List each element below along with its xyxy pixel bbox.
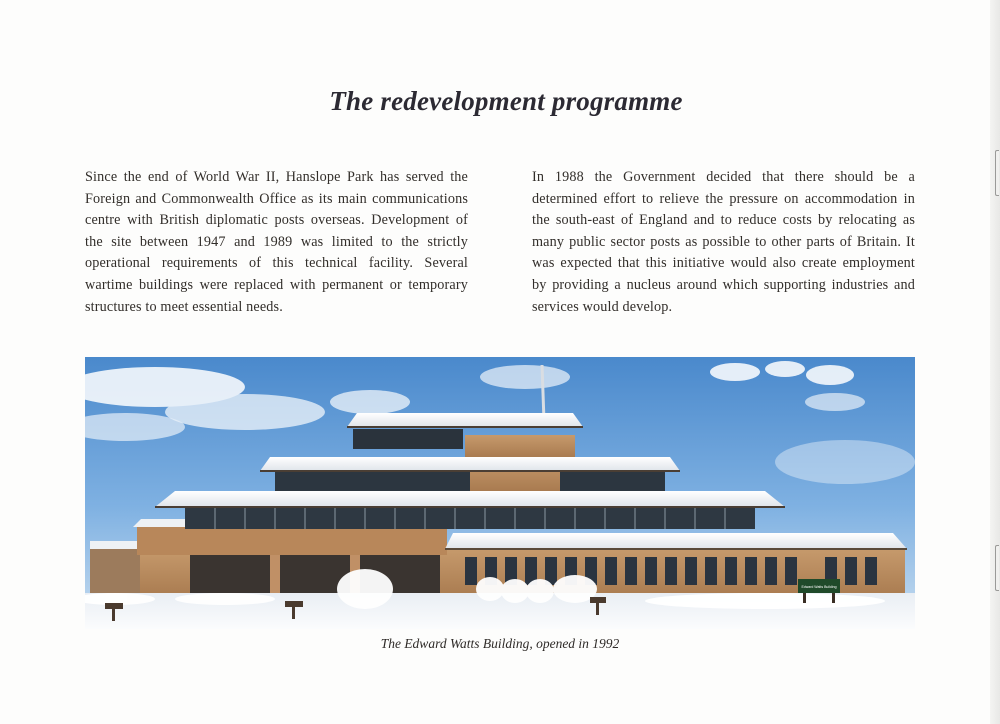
page-title: The redevelopment programme <box>329 86 683 116</box>
paragraph-right: In 1988 the Government decided that there should be a determined effort to relieve the pressure on accommodation in the south-east of England and to reduce costs by relocating as many public sector posts as possible to other parts of Britain. It was expected that this initiative would also create employment by providing a nucleus around which supporting industries and services would develop. <box>532 169 915 315</box>
flagpole <box>542 365 544 421</box>
binder-ring-mark <box>995 545 999 591</box>
photo-caption: The Edward Watts Building, opened in 1992 <box>380 636 620 651</box>
building-sign-text: Edward Watts Building <box>801 585 837 589</box>
binder-ring-mark <box>995 150 999 196</box>
building-photo <box>85 357 915 629</box>
paragraph-left: Since the end of World War II, Hanslope Park has served the Foreign and Commonwealth Office as its main communications centre with British diplomatic posts overseas. Development of the site between 1947 and 1989 was limited to the strictly operational requirements of this technical facility. Several wartime buildings were replaced with permanent or temporary structures to meet essential needs. <box>85 169 468 315</box>
